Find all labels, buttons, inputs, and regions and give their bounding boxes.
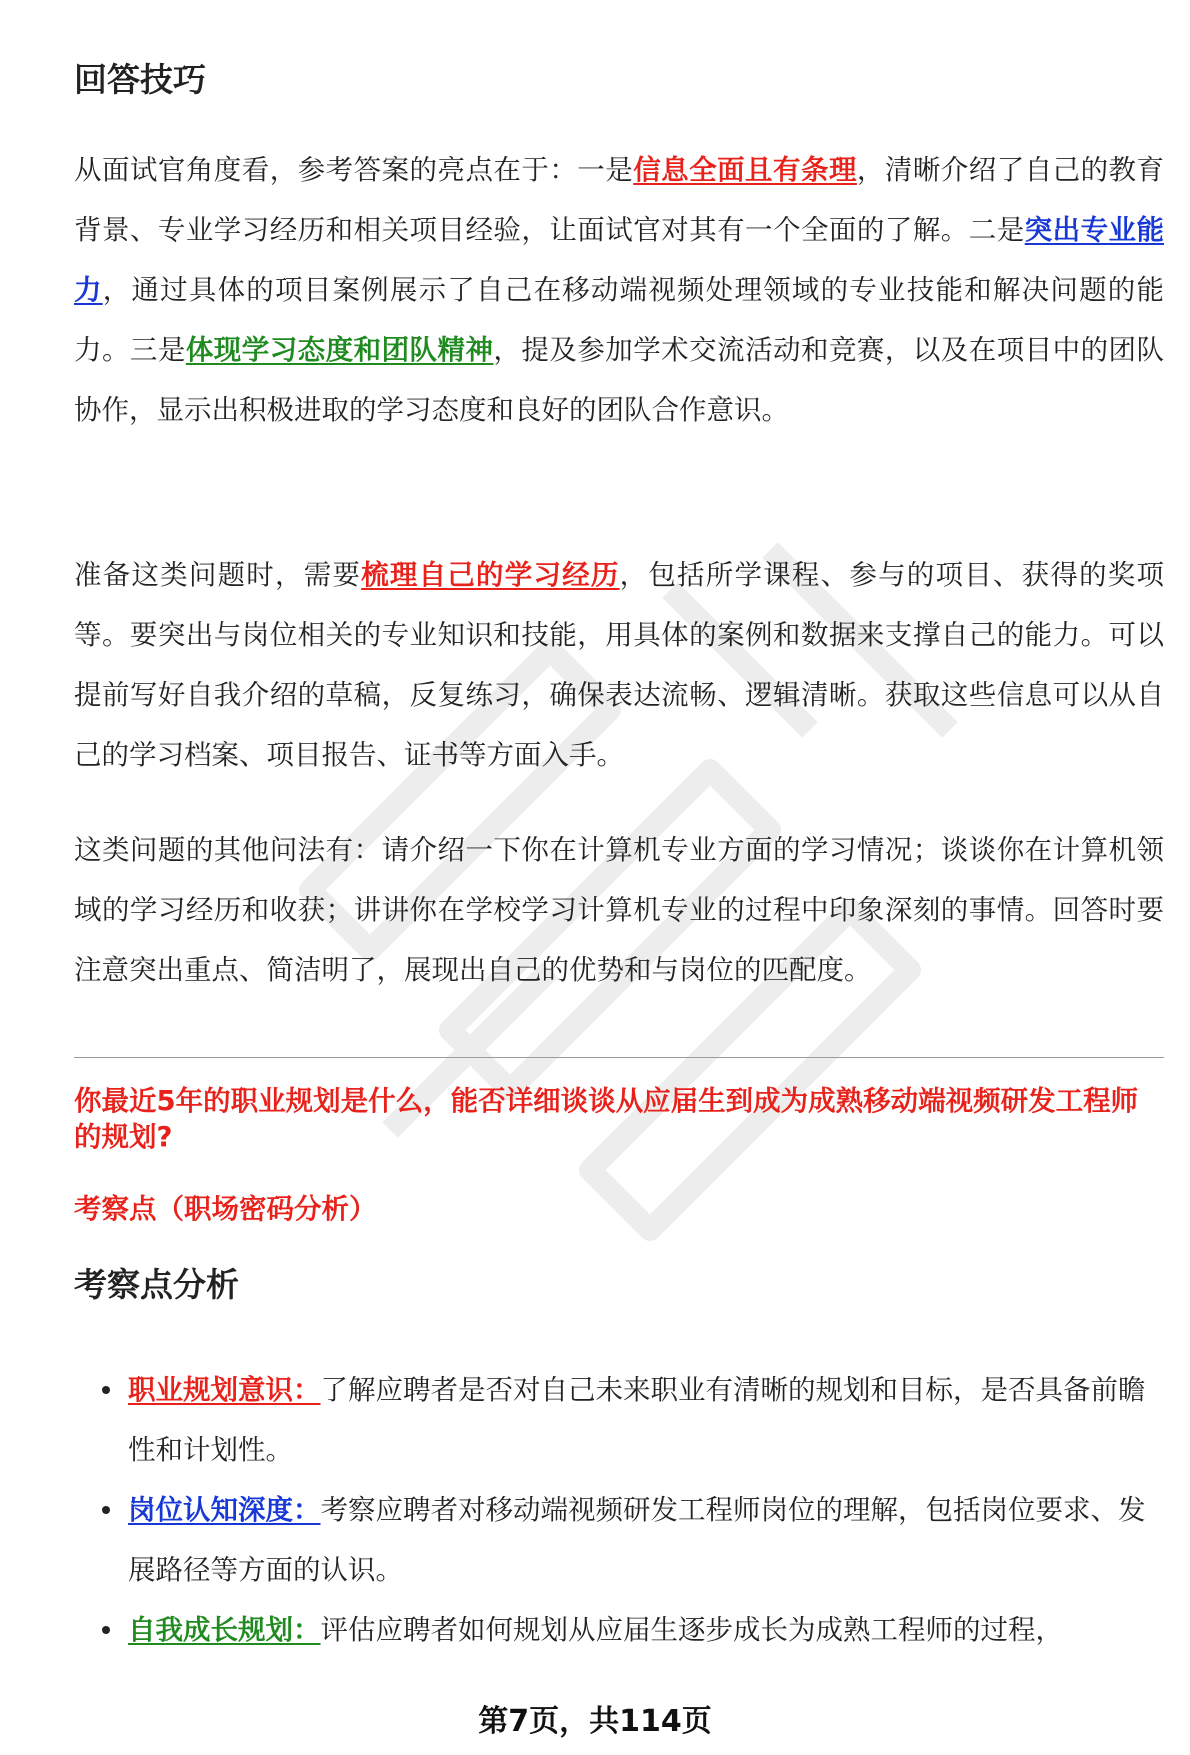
point-text: 考察应聘者对移动端视频研发工程师岗位的理解，包括岗位要求、发展路径等方面的认识。	[128, 1494, 1146, 1586]
point-text: 评估应聘者如何规划从应届生逐步成长为成熟工程师的过程，	[320, 1614, 1063, 1646]
assessment-points-list	[74, 1360, 1164, 1660]
bullet-icon	[102, 1506, 110, 1514]
list-item	[74, 1600, 1164, 1660]
point-label: 职业规划意识：	[128, 1374, 321, 1406]
section-heading-answer-tips: 回答技巧	[74, 60, 206, 99]
highlight-learning-experience: 梳理自己的学习经历	[361, 559, 620, 591]
assessment-point-label: 考察点（职场密码分析）	[74, 1193, 377, 1225]
text: ，提及参加学术交流活动和竞赛，以及在项目中的团队协作，显示出积极进取的学习态度和良好的团队合作意识。	[74, 334, 1165, 426]
page-number: 第7页，共114页	[478, 1704, 712, 1739]
paragraph-other-questions: 这类问题的其他问法有：请介绍一下你在计算机专业方面的学习情况；谈谈你在计算机领域的学习经历和收获；讲讲你在学校学习计算机专业的过程中印象深刻的事情。回答时要注意突出重点、简洁明了，展现出自己的优势和与岗位的匹配度。	[74, 834, 1164, 986]
point-label: 自我成长规划：	[128, 1614, 321, 1646]
highlight-info-complete: 信息全面且有条理	[633, 154, 857, 186]
point-text: 了解应聘者是否对自己未来职业有清晰的规划和目标，是否具备前瞻性和计划性。	[128, 1374, 1146, 1466]
text: 准备这类问题时，需要	[74, 559, 362, 591]
text: ，通过具体的项目案例展示了自己在移动端视频处理领域的专业技能和解决问题的能力。三是	[74, 274, 1164, 366]
list-item	[74, 1360, 1164, 1480]
bullet-icon	[102, 1386, 110, 1394]
bullet-icon	[102, 1626, 110, 1634]
text: ，包括所学课程、参与的项目、获得的奖项等。要突出与岗位相关的专业知识和技能，用具体的案例和数据来支撑自己的能力。可以提前写好自我介绍的草稿，反复练习，确保表达流畅、逻辑清晰。获取这些信息可以从自己的学习档案、项目报告、证书等方面入手。	[74, 559, 1165, 771]
text: 从面试官角度看，参考答案的亮点在于：一是	[74, 154, 634, 186]
paragraph-preparation	[74, 545, 1164, 785]
highlight-learning-attitude: 体现学习态度和团队精神	[185, 334, 494, 366]
highlight-professional-ability: 突出专业能力	[74, 214, 1164, 306]
list-item	[74, 1480, 1164, 1600]
section-divider	[74, 1057, 1164, 1058]
point-label: 岗位认知深度：	[128, 1494, 321, 1526]
section-heading-assessment: 考察点分析	[74, 1265, 239, 1304]
text: ，清晰介绍了自己的教育背景、专业学习经历和相关项目经验，让面试官对其有一个全面的了解。二是	[74, 154, 1165, 246]
paragraph-highlights	[74, 140, 1164, 440]
interview-question: 你最近5年的职业规划是什么，能否详细谈谈从应届生到成为成熟移动端视频研发工程师的规划?	[74, 1085, 1139, 1153]
